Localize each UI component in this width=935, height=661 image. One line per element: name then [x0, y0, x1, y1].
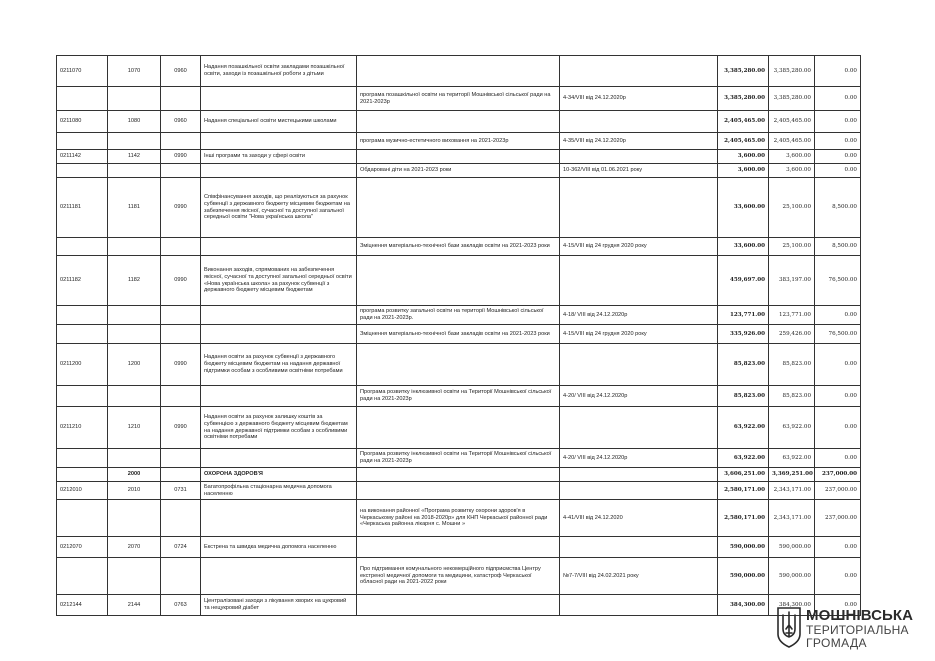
expense-name-cell	[201, 133, 357, 150]
program-name-cell: програма позашкільної освіти на території Мошнівської сільської ради на 2021-2023р	[357, 87, 560, 111]
expense-name-cell	[201, 449, 357, 468]
total-amount-cell: 2,405,465.00	[718, 133, 769, 150]
kpkvk-code-cell	[57, 468, 108, 482]
expense-name-cell	[201, 87, 357, 111]
kpkvk-code-cell	[57, 449, 108, 468]
special-fund-cell: 0.00	[815, 56, 861, 87]
kpkvk-code-cell	[57, 133, 108, 150]
total-amount-cell: 2,405,465.00	[718, 111, 769, 133]
total-amount-cell: 123,771.00	[718, 306, 769, 325]
general-fund-cell: 590,000.00	[769, 558, 815, 595]
tpkvk-code-cell: 1142	[108, 150, 161, 164]
general-fund-cell: 2,405,465.00	[769, 133, 815, 150]
expense-name-cell: Надання спеціальної освіти мистецькими школами	[201, 111, 357, 133]
expense-name-cell: Надання позашкільної освіти закладами позашкільної освіти, заходи із позашкільної роботи з дітьми	[201, 56, 357, 87]
kpkvk-code-cell: 0211182	[57, 256, 108, 306]
general-fund-cell: 3,385,280.00	[769, 87, 815, 111]
kfkvk-code-cell	[161, 133, 201, 150]
tpkvk-code-cell	[108, 238, 161, 256]
tpkvk-code-cell: 2070	[108, 537, 161, 558]
table-row	[57, 178, 861, 238]
kfkvk-code-cell	[161, 449, 201, 468]
expense-name-cell: Централізовані заходи з лікування хворих на цукровий та нецукровий діабет	[201, 595, 357, 616]
kfkvk-code-cell: 0990	[161, 344, 201, 386]
kfkvk-code-cell: 0990	[161, 178, 201, 238]
general-fund-cell: 2,343,171.00	[769, 482, 815, 500]
table-row	[57, 133, 861, 150]
kfkvk-code-cell	[161, 325, 201, 344]
kpkvk-code-cell	[57, 386, 108, 407]
general-fund-cell: 25,100.00	[769, 238, 815, 256]
total-amount-cell: 3,385,280.00	[718, 87, 769, 111]
program-name-cell: Зміцнення матеріально-технічної бази закладів освіти на 2021-2023 роки	[357, 238, 560, 256]
special-fund-cell: 0.00	[815, 87, 861, 111]
table-row	[57, 238, 861, 256]
general-fund-cell: 63,922.00	[769, 449, 815, 468]
special-fund-cell: 8,500.00	[815, 238, 861, 256]
kpkvk-code-cell	[57, 558, 108, 595]
tpkvk-code-cell: 2144	[108, 595, 161, 616]
program-name-cell: Зміцнення матеріально-технічної бази закладів освіти на 2021-2023 роки	[357, 325, 560, 344]
table-row	[57, 256, 861, 306]
general-fund-cell: 3,369,251.00	[769, 468, 815, 482]
decision-cell: 4-15/VIII від 24 грудня 2020 року	[560, 238, 718, 256]
kfkvk-code-cell: 0731	[161, 482, 201, 500]
expense-name-cell: Надання освіти за рахунок залишку коштів за субвенцією з державного бюджету місцевим бюджетам на надання державної підтримки особам з особливими освітніми потребами	[201, 407, 357, 449]
total-amount-cell: 33,600.00	[718, 238, 769, 256]
kpkvk-code-cell: 0211080	[57, 111, 108, 133]
kfkvk-code-cell: 0960	[161, 111, 201, 133]
kpkvk-code-cell: 0211181	[57, 178, 108, 238]
kfkvk-code-cell	[161, 386, 201, 407]
table-row	[57, 87, 861, 111]
general-fund-cell: 85,823.00	[769, 344, 815, 386]
table-row	[57, 482, 861, 500]
table-row	[57, 56, 861, 87]
decision-cell: 4-20/ VIII від 24.12.2020р	[560, 386, 718, 407]
special-fund-cell: 237,000.00	[815, 468, 861, 482]
trident-coat-of-arms-icon	[776, 606, 802, 648]
decision-cell	[560, 595, 718, 616]
tpkvk-code-cell	[108, 306, 161, 325]
decision-cell: №7-7/VIII від 24.02.2021 року	[560, 558, 718, 595]
total-amount-cell: 590,000.00	[718, 537, 769, 558]
total-amount-cell: 85,823.00	[718, 386, 769, 407]
tpkvk-code-cell: 1182	[108, 256, 161, 306]
expense-name-cell: Багатопрофільна стаціонарна медична допомога населенню	[201, 482, 357, 500]
special-fund-cell: 0.00	[815, 164, 861, 178]
special-fund-cell: 0.00	[815, 150, 861, 164]
special-fund-cell: 0.00	[815, 558, 861, 595]
decision-cell: 10-362/VIII від 01.06.2021 року	[560, 164, 718, 178]
program-name-cell: на виконання районної «Програма розвитку охорони здоров'я в Черкаському районі на 2018-2020р» для КНП Черкаської районної ради «Черкаська районна лікарня с. Мошни »	[357, 500, 560, 537]
general-fund-cell: 3,600.00	[769, 164, 815, 178]
special-fund-cell: 0.00	[815, 306, 861, 325]
decision-cell	[560, 111, 718, 133]
decision-cell: 4-20/ VIII від 24.12.2020р	[560, 449, 718, 468]
table-row	[57, 306, 861, 325]
kpkvk-code-cell	[57, 238, 108, 256]
table-row	[57, 386, 861, 407]
kpkvk-code-cell: 0211200	[57, 344, 108, 386]
total-amount-cell: 335,926.00	[718, 325, 769, 344]
program-name-cell: Обдаровані діти на 2021-2023 роки	[357, 164, 560, 178]
kpkvk-code-cell	[57, 500, 108, 537]
kpkvk-code-cell: 0211210	[57, 407, 108, 449]
special-fund-cell: 76,500.00	[815, 325, 861, 344]
kfkvk-code-cell	[161, 306, 201, 325]
kpkvk-code-cell	[57, 87, 108, 111]
decision-cell	[560, 150, 718, 164]
community-logo	[776, 606, 916, 650]
tpkvk-code-cell	[108, 558, 161, 595]
special-fund-cell: 237,000.00	[815, 500, 861, 537]
program-name-cell	[357, 111, 560, 133]
logo-line-2: ТЕРИТОРІАЛЬНА	[806, 623, 909, 637]
program-name-cell: програма музично-естетичного виховання на 2021-2023р	[357, 133, 560, 150]
kfkvk-code-cell	[161, 87, 201, 111]
tpkvk-code-cell: 1181	[108, 178, 161, 238]
decision-cell: 4-15/VIII від 24 грудня 2020 року	[560, 325, 718, 344]
special-fund-cell: 0.00	[815, 344, 861, 386]
kfkvk-code-cell	[161, 468, 201, 482]
table-row	[57, 468, 861, 482]
total-amount-cell: 3,600.00	[718, 164, 769, 178]
kfkvk-code-cell: 0763	[161, 595, 201, 616]
kpkvk-code-cell: 0212010	[57, 482, 108, 500]
decision-cell	[560, 178, 718, 238]
kpkvk-code-cell: 0212144	[57, 595, 108, 616]
total-amount-cell: 590,000.00	[718, 558, 769, 595]
total-amount-cell: 2,580,171.00	[718, 500, 769, 537]
general-fund-cell: 259,426.00	[769, 325, 815, 344]
tpkvk-code-cell	[108, 500, 161, 537]
decision-cell: 4-35/VIII від 24.12.2020р	[560, 133, 718, 150]
expense-name-cell	[201, 238, 357, 256]
expense-name-cell	[201, 306, 357, 325]
general-fund-cell: 25,100.00	[769, 178, 815, 238]
special-fund-cell: 0.00	[815, 449, 861, 468]
expense-name-cell	[201, 500, 357, 537]
decision-cell: 4-18/ VIII від 24.12.2020р	[560, 306, 718, 325]
table-row	[57, 111, 861, 133]
decision-cell	[560, 468, 718, 482]
table-row	[57, 558, 861, 595]
tpkvk-code-cell: 1080	[108, 111, 161, 133]
program-name-cell	[357, 150, 560, 164]
special-fund-cell: 0.00	[815, 595, 861, 616]
program-name-cell	[357, 468, 560, 482]
tpkvk-code-cell	[108, 449, 161, 468]
program-name-cell: Про підтримання комунального некомерційного підприємства Центру екстреної медичної допомоги та медицини, катастроф Черкаської обласної ради на 2021-2022 роки	[357, 558, 560, 595]
total-amount-cell: 63,922.00	[718, 407, 769, 449]
table-row	[57, 595, 861, 616]
decision-cell: 4-41/VIII від 24.12.2020	[560, 500, 718, 537]
decision-cell	[560, 537, 718, 558]
tpkvk-code-cell: 2000	[108, 468, 161, 482]
special-fund-cell: 8,500.00	[815, 178, 861, 238]
special-fund-cell: 0.00	[815, 407, 861, 449]
general-fund-cell: 384,300.00	[769, 595, 815, 616]
total-amount-cell: 459,697.00	[718, 256, 769, 306]
program-name-cell	[357, 344, 560, 386]
table-row	[57, 325, 861, 344]
kfkvk-code-cell	[161, 558, 201, 595]
tpkvk-code-cell	[108, 386, 161, 407]
expense-name-cell: Виконання заходів, спрямованих на забезпечення якісної, сучасної та доступної загальної середньої освіти «Нова українська школа» за рахунок субвенції з державного бюджету місцевим бюджетам	[201, 256, 357, 306]
general-fund-cell: 2,343,171.00	[769, 500, 815, 537]
table-row	[57, 150, 861, 164]
special-fund-cell: 0.00	[815, 386, 861, 407]
special-fund-cell: 0.00	[815, 133, 861, 150]
general-fund-cell: 3,385,280.00	[769, 56, 815, 87]
tpkvk-code-cell: 1200	[108, 344, 161, 386]
expense-name-cell: Співфінансування заходів, що реалізуються за рахунок субвенції з державного бюджету місцевим бюджетам на забезпечення якісної, сучасної та доступної загальної середньої освіти "Нова українська школа"	[201, 178, 357, 238]
kfkvk-code-cell	[161, 164, 201, 178]
table-row	[57, 344, 861, 386]
total-amount-cell: 85,823.00	[718, 344, 769, 386]
expense-name-cell: Екстрена та швидка медична допомога населенню	[201, 537, 357, 558]
tpkvk-code-cell	[108, 325, 161, 344]
kfkvk-code-cell: 0960	[161, 56, 201, 87]
total-amount-cell: 2,580,171.00	[718, 482, 769, 500]
expense-name-cell	[201, 558, 357, 595]
logo-line-1: МОШНІВСЬКА	[806, 607, 914, 624]
expense-name-cell	[201, 325, 357, 344]
table-row	[57, 500, 861, 537]
expense-name-cell: ОХОРОНА ЗДОРОВ'Я	[201, 468, 357, 482]
table-row	[57, 407, 861, 449]
tpkvk-code-cell: 2010	[108, 482, 161, 500]
decision-cell	[560, 407, 718, 449]
kpkvk-code-cell	[57, 306, 108, 325]
general-fund-cell: 63,922.00	[769, 407, 815, 449]
tpkvk-code-cell	[108, 87, 161, 111]
decision-cell	[560, 56, 718, 87]
total-amount-cell: 3,600.00	[718, 150, 769, 164]
decision-cell	[560, 344, 718, 386]
table-row	[57, 449, 861, 468]
logo-line-3: ГРОМАДА	[806, 636, 867, 650]
expense-name-cell	[201, 164, 357, 178]
kfkvk-code-cell: 0990	[161, 407, 201, 449]
program-name-cell: програма розвитку загальної освіти на території Мошнівської сільської ради на 2021-2023р.	[357, 306, 560, 325]
kpkvk-code-cell	[57, 164, 108, 178]
program-name-cell	[357, 537, 560, 558]
program-name-cell: Програма розвитку інклюзивної освіти на Території Мошнівської сільської ради на 2021-2023р	[357, 386, 560, 407]
general-fund-cell: 85,823.00	[769, 386, 815, 407]
table-row	[57, 537, 861, 558]
expense-name-cell: Надання освіти за рахунок субвенції з державного бюджету місцевим бюджетам на надання державної підтримки особам з особливими освітніми потребами	[201, 344, 357, 386]
kpkvk-code-cell: 0212070	[57, 537, 108, 558]
kfkvk-code-cell	[161, 238, 201, 256]
tpkvk-code-cell	[108, 164, 161, 178]
program-name-cell	[357, 595, 560, 616]
program-name-cell	[357, 407, 560, 449]
expense-name-cell	[201, 386, 357, 407]
tpkvk-code-cell	[108, 133, 161, 150]
program-name-cell	[357, 56, 560, 87]
general-fund-cell: 2,405,465.00	[769, 111, 815, 133]
kfkvk-code-cell: 0990	[161, 256, 201, 306]
decision-cell	[560, 256, 718, 306]
program-name-cell	[357, 178, 560, 238]
special-fund-cell: 0.00	[815, 537, 861, 558]
tpkvk-code-cell: 1210	[108, 407, 161, 449]
program-name-cell	[357, 482, 560, 500]
expense-name-cell: Інші програми та заходи у сфері освіти	[201, 150, 357, 164]
general-fund-cell: 383,197.00	[769, 256, 815, 306]
kpkvk-code-cell: 0211142	[57, 150, 108, 164]
kpkvk-code-cell	[57, 325, 108, 344]
total-amount-cell: 63,922.00	[718, 449, 769, 468]
decision-cell: 4-34/VIII від 24.12.2020р	[560, 87, 718, 111]
total-amount-cell: 384,300.00	[718, 595, 769, 616]
kpkvk-code-cell: 0211070	[57, 56, 108, 87]
kfkvk-code-cell: 0990	[161, 150, 201, 164]
total-amount-cell: 33,600.00	[718, 178, 769, 238]
special-fund-cell: 0.00	[815, 111, 861, 133]
general-fund-cell: 590,000.00	[769, 537, 815, 558]
program-name-cell: Програма розвитку інклюзивної освіти на Території Мошнівської сільської ради на 2021-2023р	[357, 449, 560, 468]
general-fund-cell: 3,600.00	[769, 150, 815, 164]
kfkvk-code-cell	[161, 500, 201, 537]
budget-table	[56, 55, 861, 616]
special-fund-cell: 237,000.00	[815, 482, 861, 500]
program-name-cell	[357, 256, 560, 306]
tpkvk-code-cell: 1070	[108, 56, 161, 87]
total-amount-cell: 3,606,251.00	[718, 468, 769, 482]
general-fund-cell: 123,771.00	[769, 306, 815, 325]
decision-cell	[560, 482, 718, 500]
table-row	[57, 164, 861, 178]
total-amount-cell: 3,385,280.00	[718, 56, 769, 87]
kfkvk-code-cell: 0724	[161, 537, 201, 558]
special-fund-cell: 76,500.00	[815, 256, 861, 306]
